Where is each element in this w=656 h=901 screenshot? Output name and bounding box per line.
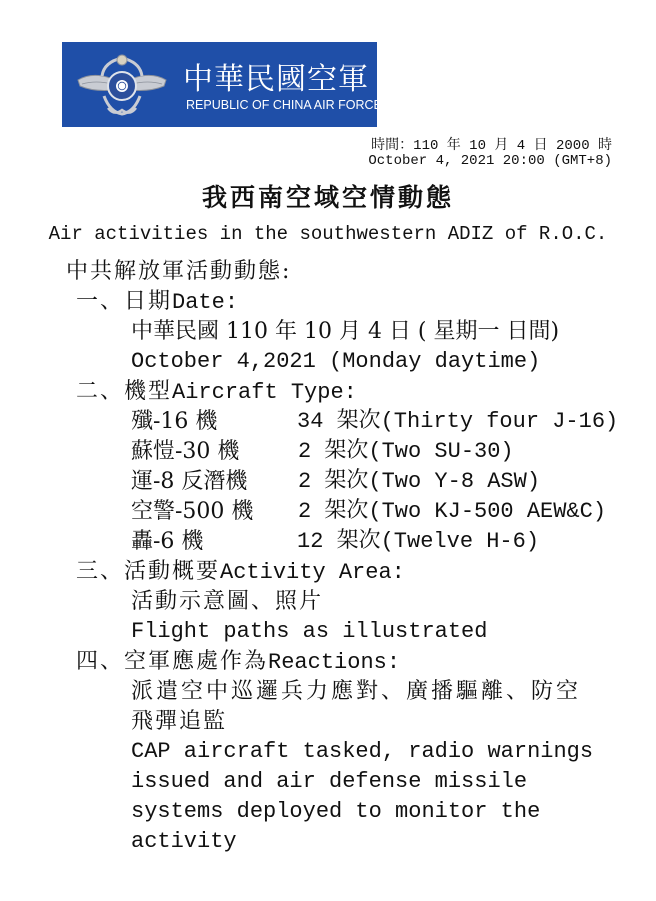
aircraft-count: 34 架次(Thirty four J-16) (297, 409, 619, 434)
reactions-line-zh-2: 飛彈追監 (131, 709, 228, 734)
activity-line-zh: 活動示意圖、照片 (131, 589, 324, 614)
aircraft-count: 2 架次(Two Y-8 ASW) (298, 469, 541, 494)
heading-zh: 活動概要 (124, 559, 221, 584)
heading-en: Activity Area: (220, 560, 405, 585)
date-line-zh: 中華民國 110 年 10 月 4 日 ( 星期一 日間) (131, 319, 560, 344)
section-aircraft-heading (76, 378, 357, 407)
timestamp-en: October 4, 2021 20:00 (GMT+8) (368, 153, 612, 169)
aircraft-count: 12 架次(Twelve H-6) (297, 529, 540, 554)
aircraft-count: 2 架次(Two SU-30) (298, 439, 514, 464)
heading-zh: 空軍應處作為 (124, 649, 269, 674)
heading-zh: 日期 (124, 289, 173, 314)
reactions-line-zh-1: 派遣空中巡邏兵力應對、廣播驅離、防空 (131, 679, 582, 704)
reactions-line-en-1: CAP aircraft tasked, radio warnings (131, 739, 594, 764)
heading-en: Date: (172, 290, 239, 315)
timestamp-zh: 時間：110 年 10 月 4 日 2000 時 (371, 138, 612, 154)
heading-en: Aircraft Type: (172, 380, 357, 405)
document-title-zh: 我西南空域空情動態 (201, 183, 454, 212)
banner-title-zh: 中華民國空軍 (183, 62, 369, 97)
section-header: 中共解放軍活動動態: (66, 259, 292, 284)
aircraft-name: 轟-6 機 (131, 529, 204, 554)
heading-zh: 機型 (124, 379, 173, 404)
section-marker: 一、 (76, 289, 125, 314)
section-reactions-heading (76, 648, 400, 677)
section-date-heading (76, 288, 238, 317)
reactions-line-en-4: activity (131, 829, 237, 854)
section-marker: 三、 (76, 559, 125, 584)
banner-title-en: REPUBLIC OF CHINA AIR FORCE (186, 98, 382, 112)
section-marker: 二、 (76, 379, 125, 404)
roc-air-force-banner (62, 42, 382, 127)
reactions-line-en-2: issued and air defense missile (131, 769, 528, 794)
aircraft-name: 運-8 反潛機 (131, 469, 248, 494)
section-marker: 四、 (76, 649, 125, 674)
activity-line-en: Flight paths as illustrated (131, 619, 488, 644)
air-force-wings-emblem-icon (74, 50, 170, 122)
section-activity-heading (76, 558, 405, 587)
aircraft-name: 蘇愷-30 機 (131, 439, 240, 464)
aircraft-count: 2 架次(Two KJ-500 AEW&C) (298, 499, 607, 524)
heading-en: Reactions: (268, 650, 401, 675)
document-title-en: Air activities in the southwestern ADIZ of R.O.C. (48, 223, 608, 245)
date-line-en: October 4,2021 (Monday daytime) (131, 349, 541, 374)
reactions-line-en-3: systems deployed to monitor the (131, 799, 541, 824)
aircraft-name: 空警-500 機 (131, 499, 254, 524)
aircraft-name: 殲-16 機 (131, 409, 218, 434)
